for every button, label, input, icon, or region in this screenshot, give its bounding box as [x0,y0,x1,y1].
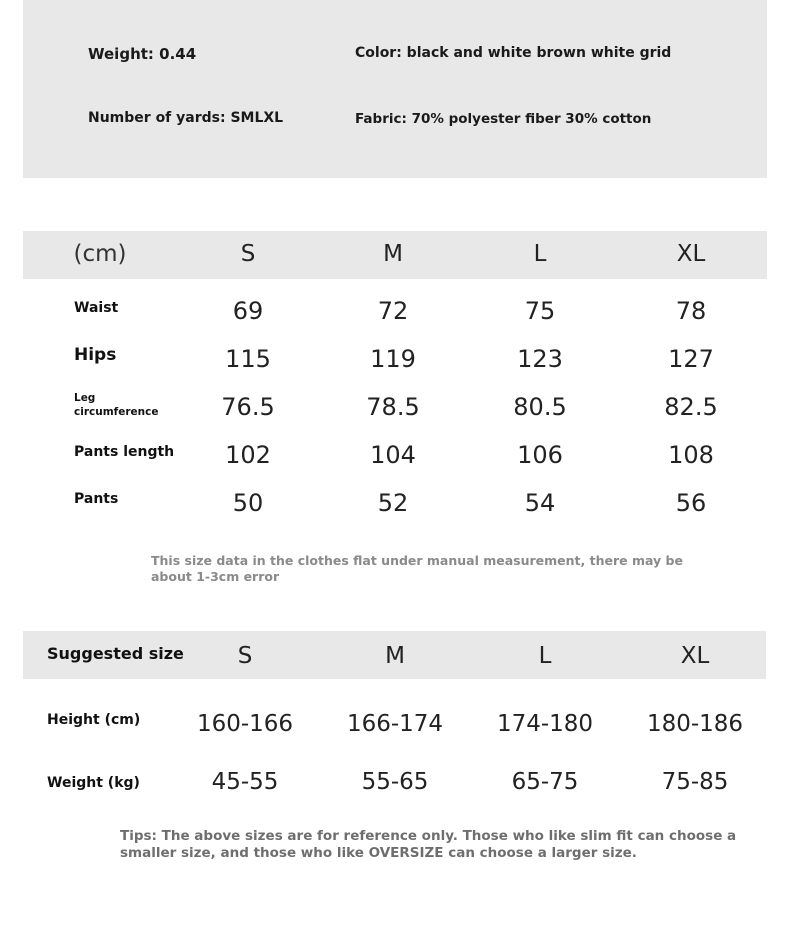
table-cell: 45-55 [211,769,279,795]
table-cell: 78 [675,297,707,325]
table-cell: 69 [232,297,264,325]
unit-header: (cm) [73,241,127,267]
table-cell: 55-65 [361,769,429,795]
row-label-waist: Waist [74,300,119,316]
suggested-size-s: S [237,643,253,669]
table-cell: 72 [377,297,409,325]
yards-info: Number of yards: SMLXL [88,110,284,126]
row-label-height: Height (cm) [47,712,141,728]
row-label-hips: Hips [74,345,117,365]
table-cell: 166-174 [346,711,444,737]
row-label-pants: Pants [74,491,119,507]
note-line: about 1-3cm error [151,569,280,584]
table-cell: 102 [225,441,271,469]
table-cell: 54 [524,489,556,517]
table-cell: 127 [668,345,714,373]
row-label-weight: Weight (kg) [47,775,140,791]
row-label-leg-circumference [74,391,158,419]
product-info-panel [23,0,767,178]
suggested-size-m: M [385,643,405,669]
size-header-m: M [383,241,403,267]
table-cell: 75 [524,297,556,325]
weight-info: Weight: 0.44 [88,45,197,63]
table-cell: 75-85 [661,769,729,795]
table-cell: 174-180 [496,711,594,737]
row-label-line: circumference [74,406,159,418]
color-info: Color: black and white brown white grid [355,45,672,61]
row-label-line: Leg [74,392,96,404]
measurement-note [151,553,683,585]
table-cell: 104 [370,441,416,469]
fabric-info: Fabric: 70% polyester fiber 30% cotton [355,111,652,127]
table-cell: 180-186 [646,711,744,737]
suggested-size-l: L [538,643,552,669]
table-cell: 78.5 [366,393,420,421]
tips-line: Tips: The above sizes are for reference only. Those who like slim fit can choose a [120,828,737,844]
table-cell: 119 [370,345,416,373]
table-cell: 123 [517,345,563,373]
table-cell: 108 [668,441,714,469]
tips-line: smaller size, and those who like OVERSIZE can choose a larger size. [120,845,637,861]
table-cell: 80.5 [513,393,567,421]
table-cell: 76.5 [221,393,275,421]
table-cell: 65-75 [511,769,579,795]
suggested-size-header: Suggested size [47,644,184,663]
table-cell: 82.5 [664,393,718,421]
suggested-size-xl: XL [680,643,710,669]
table-cell: 52 [377,489,409,517]
size-header-xl: XL [676,241,706,267]
table-cell: 56 [675,489,707,517]
table-cell: 106 [517,441,563,469]
table-cell: 50 [232,489,264,517]
note-line: This size data in the clothes flat under manual measurement, there may be [151,553,683,568]
size-header-s: S [240,241,256,267]
table-cell: 115 [225,345,271,373]
size-tips [120,828,736,862]
table-cell: 160-166 [196,711,294,737]
row-label-pants-length: Pants length [74,444,175,460]
size-header-l: L [533,241,547,267]
